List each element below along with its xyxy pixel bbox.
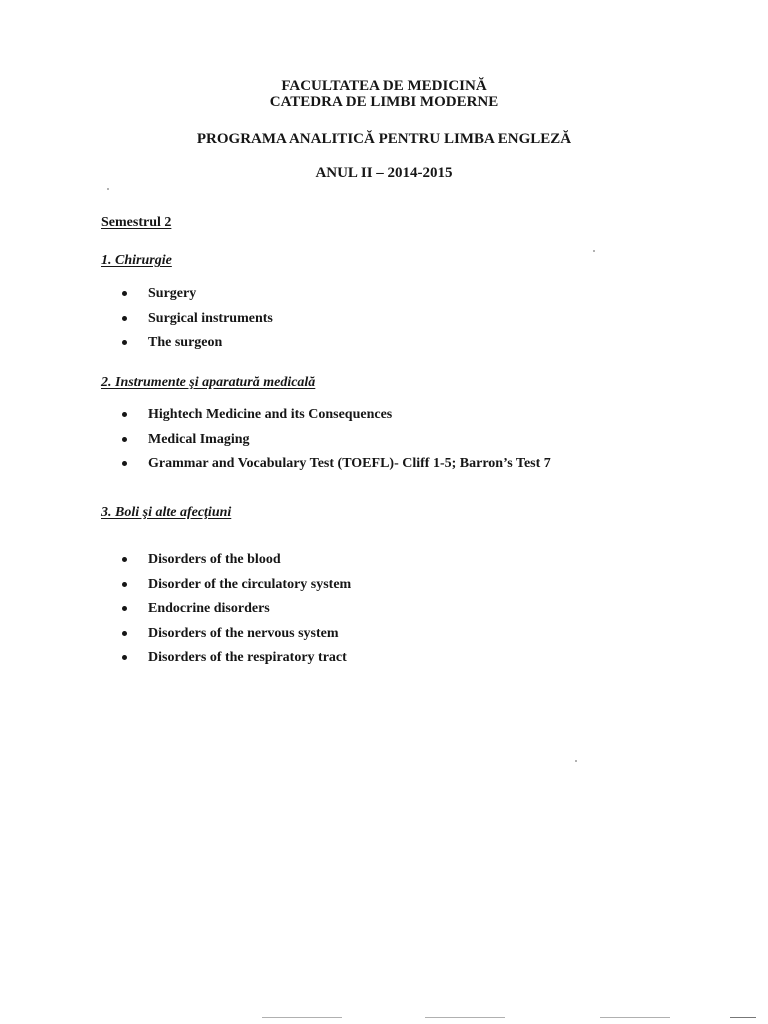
list-item (122, 625, 351, 650)
list-item-text: Endocrine disorders (148, 601, 270, 616)
bullet-icon (122, 631, 127, 636)
list-item-text: Hightech Medicine and its Consequences (148, 407, 393, 422)
department-heading: CATEDRA DE LIMBI MODERNE (269, 94, 499, 110)
bullet-icon (122, 316, 127, 321)
bullet-icon (122, 412, 127, 417)
scan-speck (107, 188, 109, 190)
scan-footer-line (262, 1017, 342, 1018)
list-item (122, 600, 351, 625)
bullet-icon (122, 461, 127, 466)
list-item-text: Grammar and Vocabulary Test (TOEFL)- Cliff 1-5; Barron’s Test 7 (148, 456, 551, 471)
list-item (122, 334, 273, 359)
scan-footer-line (425, 1017, 505, 1018)
list-item-text: Surgical instruments (148, 310, 273, 326)
list-item-text: Disorders of the blood (148, 552, 281, 567)
year-heading: ANUL II – 2014-2015 (315, 165, 453, 181)
list-item (122, 285, 273, 310)
list-item (122, 455, 551, 480)
list-item (122, 576, 351, 601)
list-item (122, 431, 551, 456)
bullet-icon (122, 582, 127, 587)
bullet-icon (122, 606, 127, 611)
section-title-instruments: 2. Instrumente şi aparatură medicală (101, 375, 316, 390)
bullet-icon (122, 437, 127, 442)
section-list-surgery (122, 285, 273, 359)
bullet-icon (122, 557, 127, 562)
scan-footer-line (600, 1017, 670, 1018)
list-item (122, 310, 273, 335)
scan-speck (593, 250, 595, 252)
scan-speck (575, 760, 577, 762)
program-heading: PROGRAMA ANALITICĂ PENTRU LIMBA ENGLEZĂ (196, 131, 572, 147)
list-item-text: Disorder of the circulatory system (148, 576, 352, 592)
list-item (122, 406, 551, 431)
bullet-icon (122, 340, 127, 345)
semester-heading: Semestrul 2 (101, 215, 172, 230)
bullet-icon (122, 655, 127, 660)
scan-footer-line (730, 1017, 756, 1018)
section-list-instruments (122, 406, 551, 480)
list-item (122, 649, 351, 674)
section-title-diseases: 3. Boli şi alte afecţiuni (101, 505, 232, 520)
list-item-text: The surgeon (148, 335, 223, 350)
bullet-icon (122, 291, 127, 296)
list-item-text: Surgery (148, 286, 197, 301)
list-item (122, 551, 351, 576)
list-item-text: Medical Imaging (148, 431, 250, 447)
section-title-surgery: 1. Chirurgie (101, 253, 172, 268)
list-item-text: Disorders of the respiratory tract (148, 650, 347, 665)
list-item-text: Disorders of the nervous system (148, 625, 339, 641)
faculty-heading: FACULTATEA DE MEDICINĂ (281, 78, 487, 94)
section-list-diseases (122, 551, 351, 674)
